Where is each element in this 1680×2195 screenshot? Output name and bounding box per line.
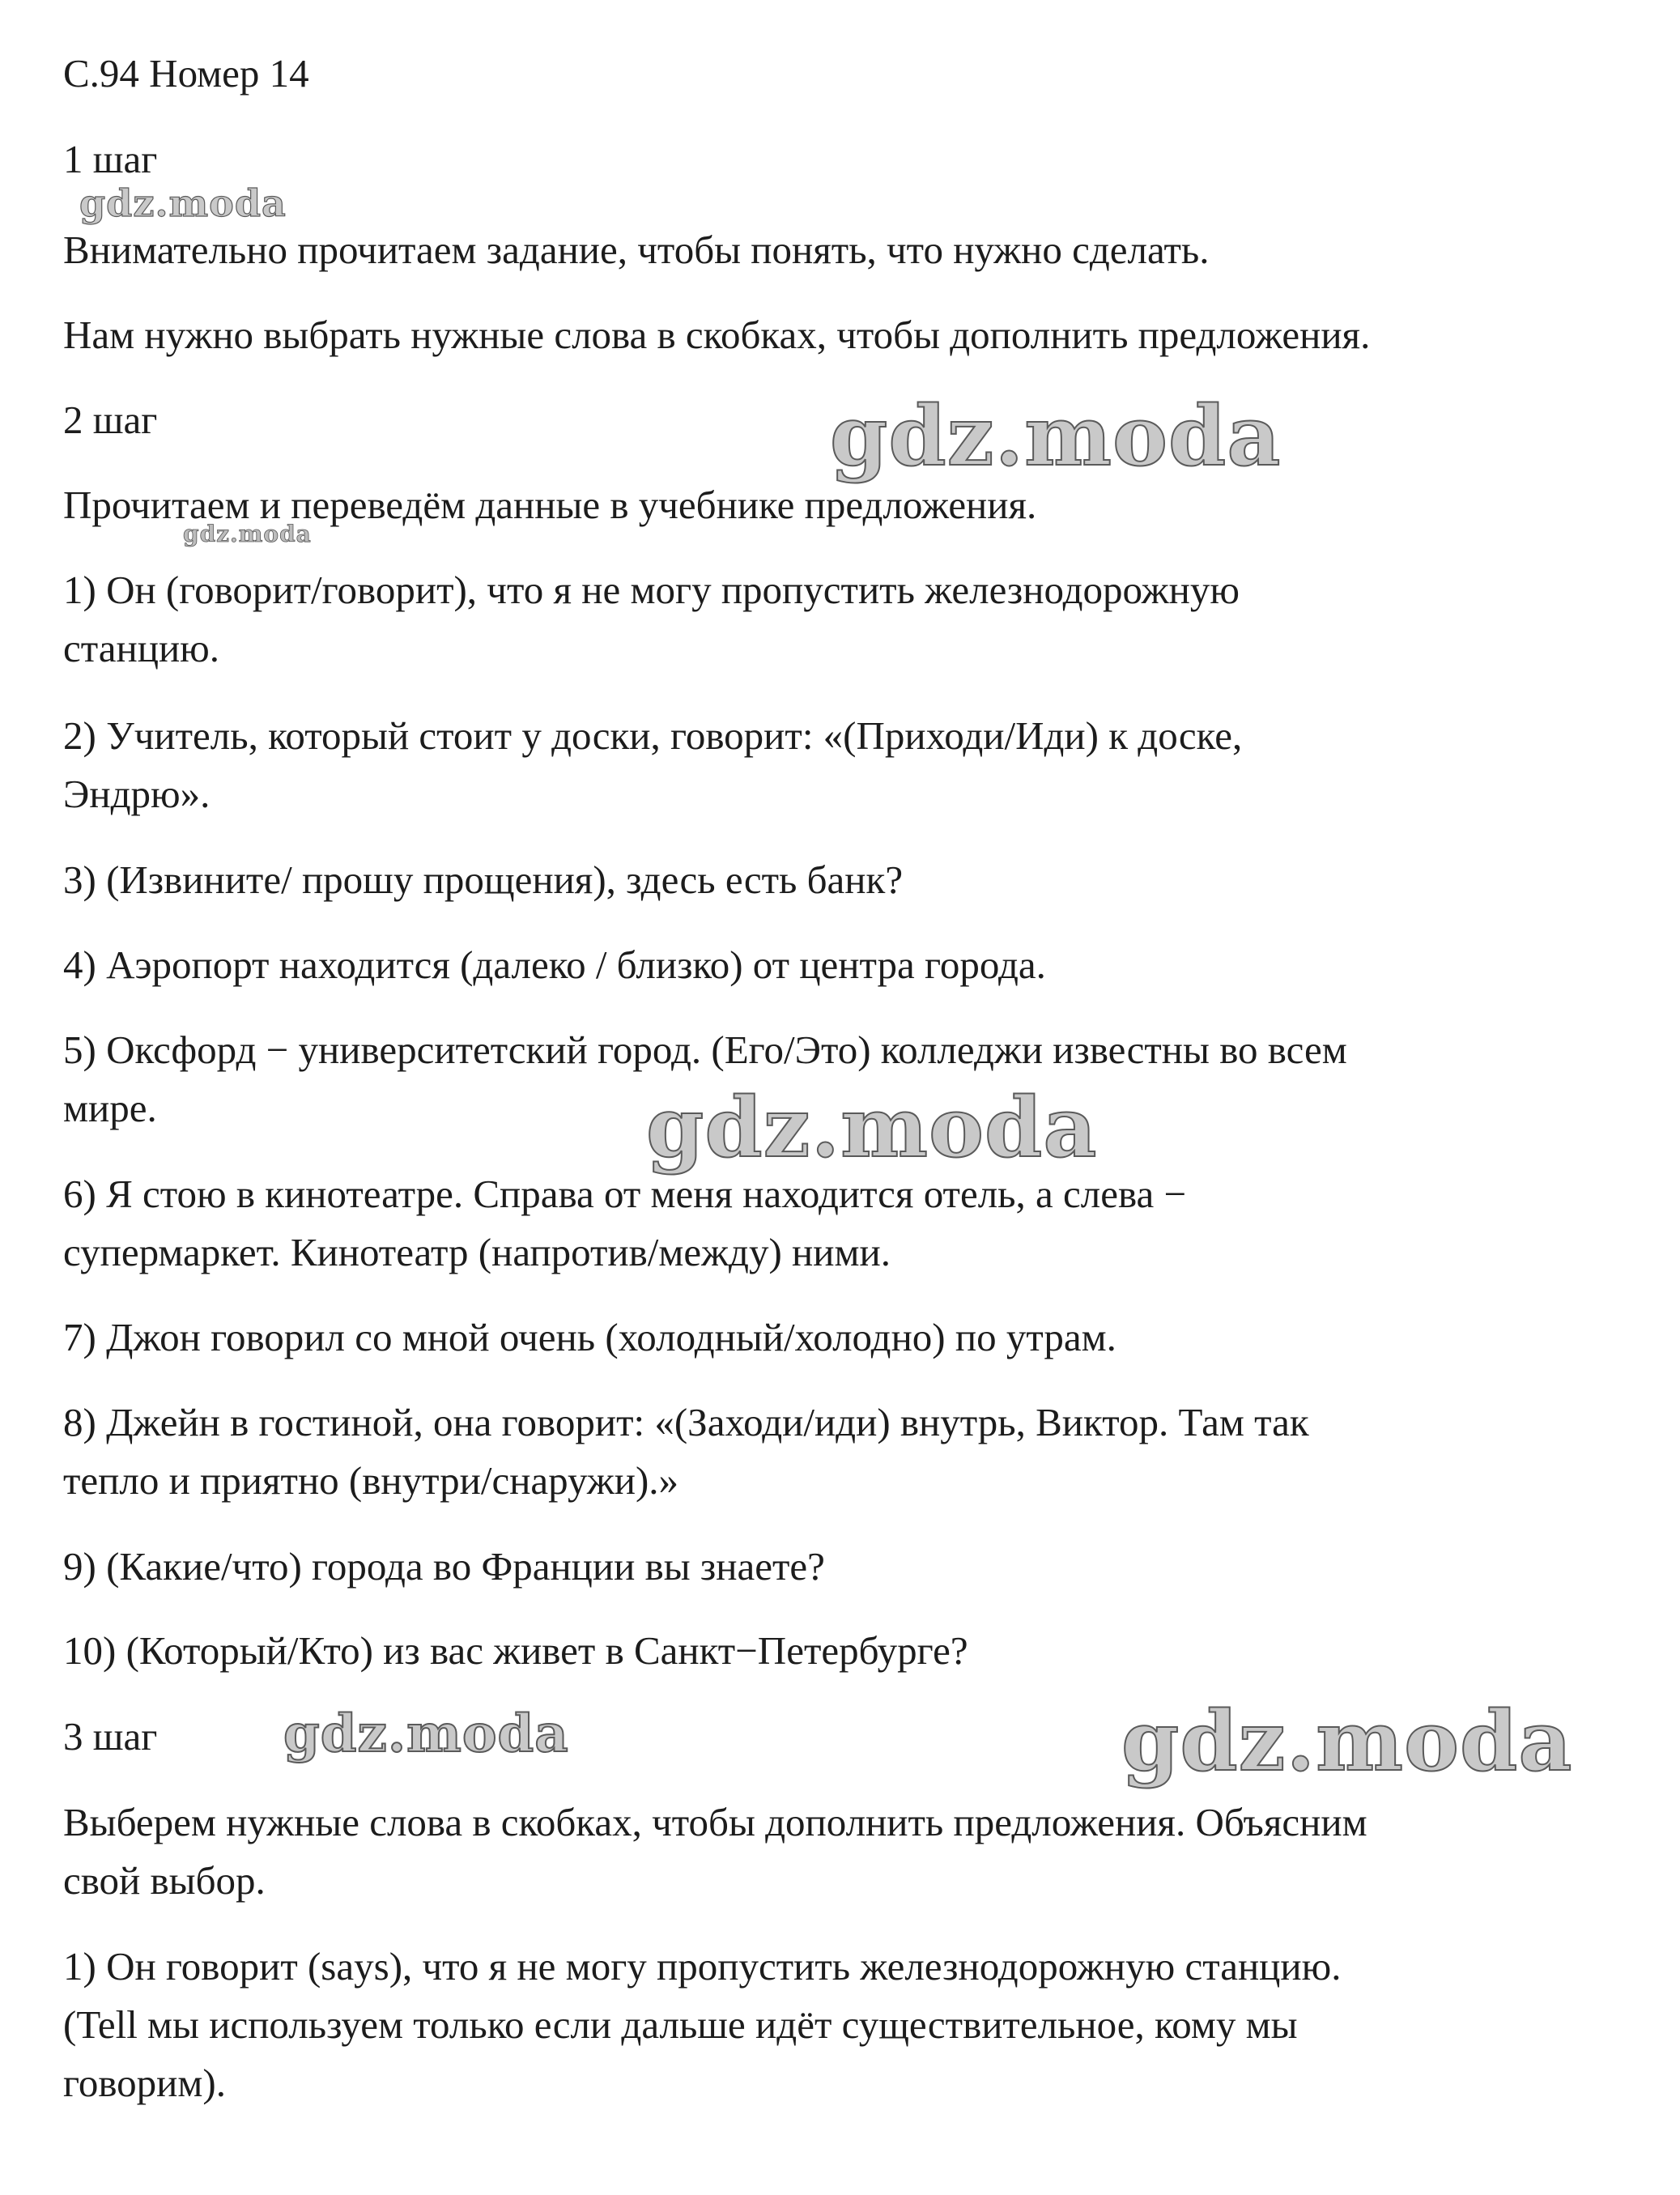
page-header: С.94 Номер 14 xyxy=(63,51,309,96)
step-1-title: 1 шаг xyxy=(63,137,158,181)
answer-1-line-1: 1) Он говорит (says), что я не могу пропустить железнодорожную станцию. xyxy=(63,1944,1342,1989)
sentence-9: 9) (Какие/что) города во Франции вы знаете? xyxy=(63,1544,825,1589)
sentence-4: 4) Аэропорт находится (далеко / близко) от центра города. xyxy=(63,942,1046,987)
watermark: gdz.moda xyxy=(79,181,287,225)
answer-1-line-3: говорим). xyxy=(63,2061,226,2105)
step-3-title: 3 шаг xyxy=(63,1714,158,1759)
step-1-line-1: Внимательно прочитаем задание, чтобы понять, что нужно сделать. xyxy=(63,228,1210,272)
watermark: gdz.moda xyxy=(646,1079,1098,1176)
sentence-2-line-2: Эндрю». xyxy=(63,772,211,816)
sentence-8-line-2: тепло и приятно (внутри/снаружи).» xyxy=(63,1458,679,1503)
sentence-1-line-1: 1) Он (говорит/говорит), что я не могу пропустить железнодорожную xyxy=(63,568,1240,612)
sentence-8-line-1: 8) Джейн в гостиной, она говорит: «(Заходи/иди) внутрь, Виктор. Там так xyxy=(63,1400,1309,1444)
step-3-intro-line-1: Выберем нужные слова в скобках, чтобы дополнить предложения. Объясним xyxy=(63,1800,1367,1844)
step-3-intro-line-2: свой выбор. xyxy=(63,1858,266,1903)
sentence-1-line-2: станцию. xyxy=(63,626,220,670)
sentence-3: 3) (Извините/ прошу прощения), здесь есть банк? xyxy=(63,857,904,902)
watermark: gdz.moda xyxy=(830,388,1282,485)
watermark: gdz.moda xyxy=(283,1704,569,1764)
step-1-line-2: Нам нужно выбрать нужные слова в скобках, чтобы дополнить предложения. xyxy=(63,313,1371,357)
sentence-6-line-2: супермаркет. Кинотеатр (напротив/между) ними. xyxy=(63,1230,891,1274)
watermark: gdz.moda xyxy=(1121,1693,1573,1790)
sentence-6-line-1: 6) Я стою в кинотеатре. Справа от меня находится отель, а слева − xyxy=(63,1172,1187,1216)
answer-1-line-2: (Tell мы используем только если дальше идёт существительное, кому мы xyxy=(63,2002,1298,2047)
watermark: gdz.moda xyxy=(183,521,312,547)
step-2-title: 2 шаг xyxy=(63,398,158,442)
sentence-5-line-1: 5) Оксфорд − университетский город. (Его/Это) колледжи известны во всем xyxy=(63,1027,1347,1072)
sentence-7: 7) Джон говорил со мной очень (холодный/холодно) по утрам. xyxy=(63,1315,1116,1359)
sentence-2-line-1: 2) Учитель, который стоит у доски, говорит: «(Приходи/Иди) к доске, xyxy=(63,713,1243,758)
sentence-5-line-2: мире. xyxy=(63,1086,157,1130)
step-2-intro: Прочитаем и переведём данные в учебнике предложения. xyxy=(63,483,1037,527)
sentence-10: 10) (Который/Кто) из вас живет в Санкт−Петербурге? xyxy=(63,1628,968,1673)
